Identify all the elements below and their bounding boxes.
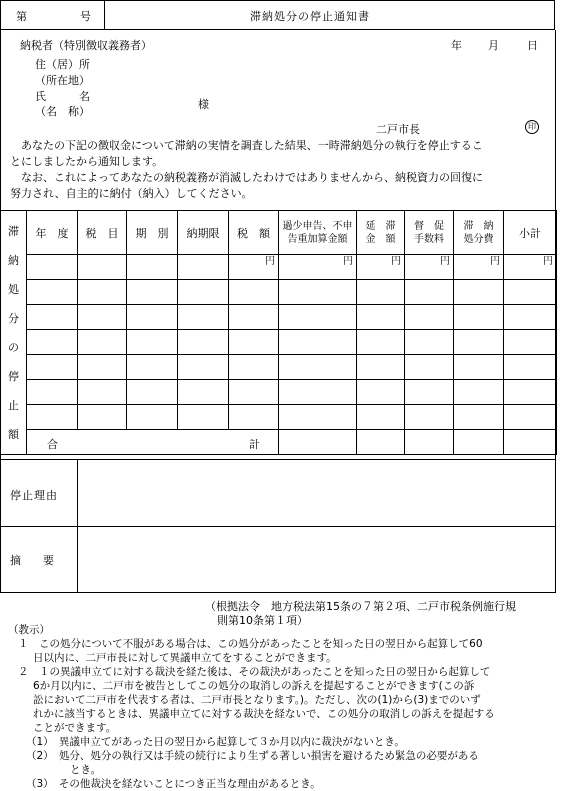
instruction-line: 日以内に、二戸市長に対して異議申立てをすることができます。	[33, 652, 337, 664]
document-number-suffix: 号	[80, 10, 91, 23]
taxpayer-label: 納税者（特別徴収義務者）	[20, 39, 152, 52]
paragraph2-line1: なお、これによってあなたの納税義務が消滅したわけではありませんから、納税資力の回復に	[21, 171, 483, 184]
yen-unit: 円	[357, 255, 405, 280]
table-cell[interactable]	[78, 380, 127, 405]
table-cell[interactable]	[504, 405, 557, 430]
table-cell[interactable]	[27, 305, 78, 330]
table-cell[interactable]	[279, 380, 357, 405]
yen-unit: 円	[279, 255, 357, 280]
table-cell[interactable]	[178, 405, 229, 430]
column-header-penalty: 過少申告、不申告重加算金額	[279, 211, 357, 255]
column-header-due-date: 納期限	[178, 211, 229, 255]
side-char: の	[8, 341, 19, 354]
header-divider	[104, 0, 105, 30]
legal-basis-line1: （根拠法令 地方税法第15条の７第２項、二戸市税条例施行規	[205, 600, 516, 613]
column-header-tax-amount: 税 額	[229, 211, 279, 255]
total-cell[interactable]	[279, 430, 357, 455]
table-cell[interactable]	[78, 280, 127, 305]
table-cell[interactable]	[178, 305, 229, 330]
table-cell[interactable]	[178, 255, 229, 280]
notice-paragraph	[10, 138, 554, 202]
table-cell[interactable]	[357, 280, 405, 305]
summary-top-line	[0, 526, 556, 527]
table-cell[interactable]	[405, 305, 454, 330]
table-cell[interactable]	[78, 405, 127, 430]
table-cell[interactable]	[178, 380, 229, 405]
date-month: 月	[488, 39, 499, 52]
table-cell[interactable]	[229, 405, 279, 430]
table-cell[interactable]	[27, 255, 78, 280]
table-cell[interactable]	[405, 280, 454, 305]
table-cell[interactable]	[229, 305, 279, 330]
column-header-delinquency: 延 滞金 額	[357, 211, 405, 255]
table-row	[1, 305, 557, 330]
table-cell[interactable]	[357, 330, 405, 355]
instruction-line: とき。	[70, 764, 102, 776]
total-cell[interactable]	[405, 430, 454, 455]
table-cell[interactable]	[178, 355, 229, 380]
table-cell[interactable]	[504, 380, 557, 405]
arrears-table	[0, 210, 557, 455]
table-cell[interactable]	[357, 380, 405, 405]
column-header-fiscal-year: 年 度	[27, 211, 78, 255]
column-header-reminder-fee: 督 促手数料	[405, 211, 454, 255]
table-cell[interactable]	[78, 355, 127, 380]
instruction-line: 6か月以内に、二戸市を被告としてこの処分の取消しの訴えを提起することができます(この訴	[33, 680, 475, 692]
table-cell[interactable]	[127, 280, 178, 305]
table-cell[interactable]	[454, 305, 504, 330]
yen-unit: 円	[454, 255, 504, 280]
reason-label: 停止理由	[10, 489, 58, 502]
table-cell[interactable]	[178, 280, 229, 305]
table-cell[interactable]	[127, 355, 178, 380]
table-cell[interactable]	[279, 405, 357, 430]
side-char: 滞	[8, 225, 19, 238]
table-cell[interactable]	[127, 330, 178, 355]
table-cell[interactable]	[229, 280, 279, 305]
table-cell[interactable]	[229, 355, 279, 380]
instruction-line: （1） 異議申立てがあった日の翌日から起算して３か月以内に裁決がないとき。	[26, 736, 405, 748]
side-char: 停	[8, 370, 19, 383]
total-cell[interactable]	[504, 430, 557, 455]
table-cell[interactable]	[357, 405, 405, 430]
table-row	[1, 330, 557, 355]
instruction-line: ２ １の異議申立てに対する裁決を経た後は、その裁決があったことを知った日の翌日から起算して	[18, 666, 491, 678]
table-row	[1, 280, 557, 305]
table-cell[interactable]	[127, 380, 178, 405]
table-cell[interactable]	[405, 405, 454, 430]
table-cell[interactable]	[178, 330, 229, 355]
yen-unit: 円	[504, 255, 557, 280]
table-cell[interactable]	[279, 305, 357, 330]
side-char: 処	[8, 283, 19, 296]
side-char: 額	[8, 428, 19, 441]
instruction-line: （2） 処分、処分の執行又は手続の続行により生ずる著しい損害を避けるため緊急の必要がある	[26, 750, 479, 762]
table-cell[interactable]	[27, 380, 78, 405]
table-cell[interactable]	[504, 355, 557, 380]
table-cell[interactable]	[127, 255, 178, 280]
table-cell[interactable]	[357, 305, 405, 330]
column-header-disposition-cost: 滞 納処分費	[454, 211, 504, 255]
total-cell[interactable]	[357, 430, 405, 455]
yen-unit: 円	[229, 255, 279, 280]
table-cell[interactable]	[454, 355, 504, 380]
table-cell[interactable]	[454, 380, 504, 405]
table-cell[interactable]	[229, 330, 279, 355]
total-label-right: 計	[249, 438, 260, 451]
table-cell[interactable]	[454, 280, 504, 305]
table-cell[interactable]	[27, 330, 78, 355]
column-header-tax-item: 税 目	[78, 211, 127, 255]
seal-mark: 印	[525, 120, 539, 134]
table-cell[interactable]	[405, 330, 454, 355]
paragraph2-line2: 努力され、自主的に納付（納入）してください。	[10, 187, 253, 200]
table-cell[interactable]	[357, 355, 405, 380]
address-sublabel: （所在地）	[35, 74, 90, 87]
side-char: 分	[8, 312, 19, 325]
frame-bottom	[0, 592, 556, 593]
side-label	[1, 211, 27, 455]
table-cell[interactable]	[405, 380, 454, 405]
table-row	[1, 255, 557, 280]
document-title: 滞納処分の停止通知書	[250, 10, 370, 23]
table-cell[interactable]	[279, 280, 357, 305]
table-cell[interactable]	[504, 330, 557, 355]
document-number-label: 第	[16, 10, 27, 23]
table-cell[interactable]	[454, 330, 504, 355]
table-cell[interactable]	[504, 280, 557, 305]
table-row	[1, 355, 557, 380]
total-label-left: 合	[47, 438, 58, 451]
side-char: 納	[8, 254, 19, 267]
table-row	[1, 380, 557, 405]
instruction-line: （3） その他裁決を経ないことにつき正当な理由があるとき。	[26, 778, 321, 790]
instruction-line: ことができます。	[33, 722, 117, 734]
instruction-line: 訟において二戸市を代表する者は、二戸市長となります。)。ただし、次の(1)から(3)までのいず	[33, 694, 481, 706]
legal-basis-line2: 則第10条第１項）	[217, 614, 308, 627]
date-year: 年	[451, 39, 462, 52]
yen-unit: 円	[405, 255, 454, 280]
table-cell[interactable]	[279, 330, 357, 355]
table-cell[interactable]	[454, 405, 504, 430]
paragraph1-line1: あなたの下記の徴収金について滞納の実情を調査した結果、一時滞納処分の執行を停止するこ	[21, 139, 483, 152]
table-row	[1, 405, 557, 430]
total-cell[interactable]	[454, 430, 504, 455]
paragraph1-line2: とにしましたから通知します。	[10, 155, 164, 168]
name-sublabel: （名 称）	[35, 105, 90, 118]
instruction-heading: （教示）	[8, 624, 50, 636]
table-cell[interactable]	[78, 330, 127, 355]
column-header-period: 期 別	[127, 211, 178, 255]
table-cell[interactable]	[229, 380, 279, 405]
instruction-line: １ この処分について不服がある場合は、この処分があったことを知った日の翌日から起算して60	[18, 638, 483, 650]
issuer-name: 二戸市長	[376, 123, 420, 136]
instruction-line: れかに該当するときは、異議申立てに対する裁決を経ないで、この処分の取消しの訴えを提起する	[33, 708, 495, 720]
total-row	[1, 430, 557, 455]
total-label-cell	[27, 430, 279, 455]
reason-top-line	[0, 459, 556, 460]
summary-label: 摘 要	[10, 554, 54, 567]
table-cell[interactable]	[127, 305, 178, 330]
table-cell[interactable]	[27, 280, 78, 305]
column-header-subtotal: 小計	[504, 211, 557, 255]
date-day: 日	[527, 39, 538, 52]
table-cell[interactable]	[279, 355, 357, 380]
table-cell[interactable]	[78, 305, 127, 330]
table-cell[interactable]	[78, 255, 127, 280]
name-label: 氏 名	[35, 90, 90, 103]
table-cell[interactable]	[27, 405, 78, 430]
table-cell[interactable]	[127, 405, 178, 430]
table-header-row	[1, 211, 557, 255]
table-cell[interactable]	[504, 305, 557, 330]
table-cell[interactable]	[405, 355, 454, 380]
honorific: 様	[198, 98, 209, 111]
side-char: 止	[8, 399, 19, 412]
table-cell[interactable]	[27, 355, 78, 380]
address-label: 住（居）所	[35, 58, 90, 71]
